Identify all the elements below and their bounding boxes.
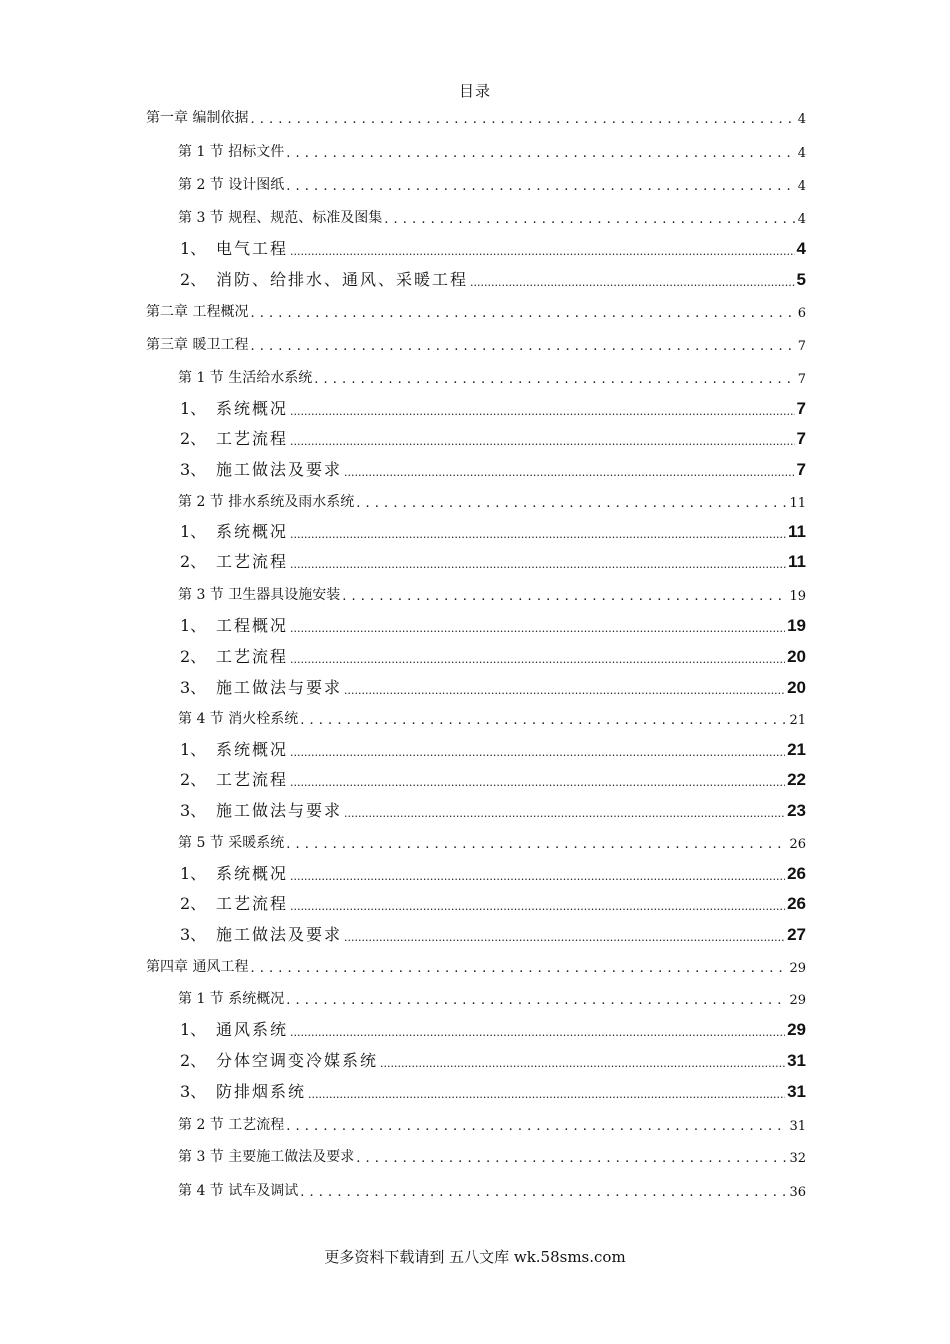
toc-entry-number: 2、 (180, 770, 207, 789)
toc-entry-label (180, 237, 288, 259)
dot-leader (286, 178, 795, 194)
toc-entry-label: 第 5 节 采暖系统 (178, 835, 285, 851)
toc-entry-text: 施工做法与要求 (216, 678, 343, 697)
toc-entry-label: 第 1 节 生活给水系统 (178, 370, 313, 386)
toc-entry-number: 1、 (180, 616, 207, 635)
toc-entry-label: 第四章 通风工程 (146, 959, 249, 975)
toc-entry-label (180, 768, 288, 790)
toc-page-number: 26 (787, 894, 806, 913)
toc-page-number: 5 (796, 270, 806, 289)
toc-entry-text: 电气工程 (216, 239, 289, 258)
toc-entry[interactable] (178, 1144, 806, 1166)
toc-entry-label (180, 892, 288, 914)
toc-entry[interactable] (178, 365, 806, 387)
toc-entry-label (180, 397, 288, 419)
dot-leader (342, 588, 787, 604)
dot-leader (356, 495, 787, 511)
toc-entry-number: 2、 (180, 552, 207, 571)
toc-page-number: 19 (787, 616, 806, 635)
dot-leader (380, 1053, 785, 1071)
toc-entry[interactable] (178, 205, 806, 227)
toc-page-number: 29 (787, 1020, 806, 1039)
toc-page-number: 7 (797, 339, 806, 354)
toc-page-number: 36 (789, 1185, 806, 1200)
toc-entry-number: 3、 (180, 1082, 207, 1101)
toc-entry[interactable] (178, 830, 806, 852)
toc-page-number: 29 (789, 961, 806, 976)
toc-entry[interactable] (178, 582, 806, 604)
toc-page-number: 4 (797, 179, 806, 194)
toc-page-number: 7 (796, 460, 806, 479)
toc-entry[interactable] (146, 299, 806, 321)
dot-leader (308, 1084, 785, 1102)
toc-entry[interactable] (180, 676, 806, 698)
dot-leader (286, 1118, 787, 1134)
dot-leader (290, 241, 795, 259)
toc-entry-label: 第 2 节 工艺流程 (178, 1117, 285, 1133)
dot-leader (290, 554, 786, 572)
toc-entry-label (180, 676, 342, 698)
toc-entry-label: 第 4 节 试车及调试 (178, 1183, 299, 1199)
toc-entry-number: 3、 (180, 801, 207, 820)
toc-entry[interactable] (180, 738, 806, 760)
toc-entry-number: 2、 (180, 647, 207, 666)
toc-page-number: 29 (789, 993, 806, 1008)
toc-page-number: 19 (789, 589, 806, 604)
toc-entry-label: 第 4 节 消火栓系统 (178, 711, 299, 727)
toc-page-number: 11 (789, 496, 806, 511)
toc-entry-text: 施工做法与要求 (216, 801, 343, 820)
toc-page-number: 11 (788, 522, 806, 541)
dot-leader (300, 1184, 787, 1200)
dot-leader (344, 803, 785, 821)
toc-page-number: 7 (796, 429, 806, 448)
toc-entry-text: 通风系统 (216, 1020, 289, 1039)
toc-entry[interactable] (178, 139, 806, 161)
dot-leader (314, 371, 795, 387)
toc-entry[interactable] (180, 427, 806, 449)
toc-entry-label (180, 862, 288, 884)
toc-entry-text: 工程概况 (216, 616, 289, 635)
dot-leader (290, 1022, 785, 1040)
toc-entry[interactable] (178, 172, 806, 194)
toc-entry-label: 第二章 工程概况 (146, 304, 249, 320)
dot-leader (384, 211, 795, 227)
toc-entry[interactable] (178, 706, 806, 728)
toc-entry-number: 1、 (180, 239, 207, 258)
toc-page-number: 20 (787, 647, 806, 666)
toc-page-number: 4 (797, 112, 806, 127)
toc-entry[interactable] (178, 986, 806, 1008)
toc-entry[interactable] (180, 397, 806, 419)
toc-entry-number: 1、 (180, 399, 207, 418)
toc-page-number: 31 (787, 1082, 806, 1101)
toc-entry-label (180, 458, 342, 480)
toc-entry-text: 系统概况 (216, 864, 289, 883)
dot-leader (470, 272, 795, 290)
toc-entry-text: 防排烟系统 (216, 1082, 307, 1101)
dot-leader (290, 618, 785, 636)
toc-entry-number: 2、 (180, 270, 207, 289)
toc-entry[interactable] (180, 550, 806, 572)
toc-entry-label (180, 1018, 288, 1040)
toc-page-number: 11 (788, 552, 806, 571)
toc-entry-label (180, 799, 342, 821)
toc-page-number: 20 (787, 678, 806, 697)
dot-leader (250, 111, 795, 127)
toc-entry[interactable] (178, 489, 806, 511)
toc-entry[interactable] (180, 799, 806, 821)
dot-leader (250, 305, 795, 321)
toc-page-number: 7 (796, 399, 806, 418)
toc-entry-text: 系统概况 (216, 740, 289, 759)
toc-entry-number: 2、 (180, 1051, 207, 1070)
dot-leader (344, 680, 785, 698)
toc-page-number: 23 (787, 801, 806, 820)
toc-entry[interactable] (180, 862, 806, 884)
toc-entry-number: 1、 (180, 864, 207, 883)
toc-entry-text: 施工做法及要求 (216, 925, 343, 944)
toc-entry-label (180, 1080, 306, 1102)
toc-entry-number: 1、 (180, 522, 207, 541)
toc-page-number: 21 (787, 740, 806, 759)
toc-entry-number: 3、 (180, 460, 207, 479)
toc-entry[interactable] (180, 1080, 806, 1102)
toc-entry-label: 第 3 节 主要施工做法及要求 (178, 1149, 355, 1165)
toc-entry[interactable] (180, 1018, 806, 1040)
toc-entry-label (180, 520, 288, 542)
toc-entry-number: 2、 (180, 429, 207, 448)
dot-leader (290, 649, 785, 667)
toc-page-number: 4 (797, 212, 806, 227)
toc-entry-label (180, 268, 468, 290)
toc-entry-text: 工艺流程 (216, 894, 289, 913)
toc-entry-text: 分体空调变冷媒系统 (216, 1051, 379, 1070)
toc-page-number: 31 (787, 1051, 806, 1070)
toc-entry-number: 2、 (180, 894, 207, 913)
toc-page-number: 31 (789, 1119, 806, 1134)
toc-page-number: 21 (789, 713, 806, 728)
toc-entry-text: 系统概况 (216, 522, 289, 541)
toc-entry-text: 系统概况 (216, 399, 289, 418)
dot-leader (344, 462, 795, 480)
toc-entry[interactable] (178, 1178, 806, 1200)
dot-leader (290, 742, 785, 760)
dot-leader (344, 927, 785, 945)
toc-page-number: 22 (787, 770, 806, 789)
dot-leader (250, 338, 795, 354)
dot-leader (356, 1150, 787, 1166)
toc-entry-label (180, 923, 342, 945)
toc-entry-label: 第 2 节 设计图纸 (178, 177, 285, 193)
toc-entry-label (180, 738, 288, 760)
dot-leader (290, 866, 785, 884)
toc-entry-label: 第三章 暖卫工程 (146, 337, 249, 353)
toc-entry-label: 第 3 节 规程、规范、标准及图集 (178, 210, 383, 226)
toc-entry[interactable] (180, 1049, 806, 1071)
toc-page-number: 26 (787, 864, 806, 883)
toc-page-number: 32 (789, 1151, 806, 1166)
toc-entry-label (180, 645, 288, 667)
toc-entry-text: 施工做法及要求 (216, 460, 343, 479)
toc-entry-label: 第 1 节 招标文件 (178, 144, 285, 160)
toc-entry[interactable] (180, 268, 806, 290)
dot-leader (286, 836, 787, 852)
toc-entry-label: 第一章 编制依据 (146, 110, 249, 126)
toc-entry-number: 3、 (180, 925, 207, 944)
toc-page-number: 6 (797, 306, 806, 321)
dot-leader (290, 401, 795, 419)
toc-entry-number: 1、 (180, 1020, 207, 1039)
toc-entry-label (180, 550, 288, 572)
toc-page-number: 27 (787, 925, 806, 944)
dot-leader (290, 896, 785, 914)
toc-entry[interactable] (178, 1112, 806, 1134)
toc-entry-label (180, 614, 288, 636)
toc-entry[interactable] (180, 645, 806, 667)
dot-leader (290, 772, 785, 790)
toc-entry[interactable] (146, 954, 806, 976)
toc-page-number: 7 (797, 372, 806, 387)
page-title: 目录 (458, 82, 491, 100)
toc-entry-number: 3、 (180, 678, 207, 697)
toc-page-number: 4 (796, 239, 806, 258)
toc-entry-text: 工艺流程 (216, 647, 289, 666)
toc-entry[interactable] (180, 892, 806, 914)
toc-entry-label: 第 1 节 系统概况 (178, 991, 285, 1007)
dot-leader (286, 145, 795, 161)
toc-entry[interactable] (180, 923, 806, 945)
footer-note: 更多资料下载请到 五八文库 wk.58sms.com (324, 1248, 626, 1266)
toc-entry-label (180, 427, 288, 449)
toc-entry[interactable] (146, 105, 806, 127)
toc-entry-label (180, 1049, 378, 1071)
toc-entry-label: 第 3 节 卫生器具设施安装 (178, 587, 341, 603)
dot-leader (290, 524, 786, 542)
dot-leader (250, 960, 787, 976)
toc-entry-text: 消防、给排水、通风、采暖工程 (216, 270, 469, 289)
toc-entry[interactable] (180, 237, 806, 259)
toc-page-number: 4 (797, 146, 806, 161)
dot-leader (286, 992, 787, 1008)
toc-page-number: 26 (789, 837, 806, 852)
dot-leader (290, 431, 795, 449)
dot-leader (300, 712, 787, 728)
toc-entry-text: 工艺流程 (216, 429, 289, 448)
toc-entry-number: 1、 (180, 740, 207, 759)
toc-entry[interactable] (180, 520, 806, 542)
toc-entry[interactable] (146, 332, 806, 354)
toc-entry[interactable] (180, 614, 806, 636)
toc-entry-text: 工艺流程 (216, 770, 289, 789)
toc-entry-text: 工艺流程 (216, 552, 289, 571)
toc-entry-label: 第 2 节 排水系统及雨水系统 (178, 494, 355, 510)
toc-entry[interactable] (180, 768, 806, 790)
toc-entry[interactable] (180, 458, 806, 480)
